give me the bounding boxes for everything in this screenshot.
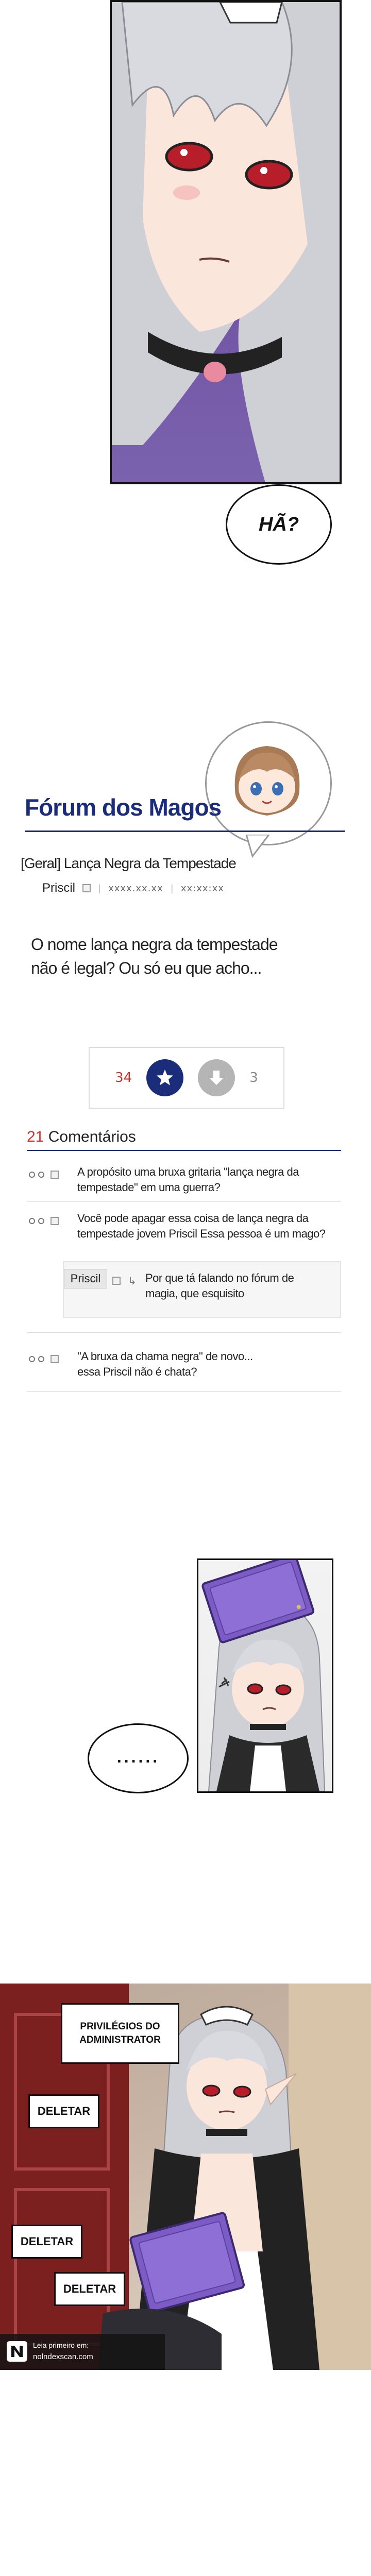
post-meta [42,881,224,895]
forum-title: Fórum dos Magos [25,794,222,821]
forum-divider [25,831,345,832]
user-badge-icon [50,1355,59,1363]
delete-text: DELETAR [20,2235,74,2248]
downvote-button[interactable] [198,1059,235,1096]
chibi-avatar-image [207,723,327,841]
vote-box [89,1047,284,1109]
comments-count: 21 [27,1128,44,1145]
footer-line2[interactable]: nolndexscan.com [33,2352,93,2361]
circle-icon [38,1172,44,1178]
comment-divider [27,1391,341,1392]
reply-author[interactable]: Priscil [64,1269,107,1289]
manga-panel-admin [0,1984,371,2370]
post-date: xxxx.xx.xx [108,883,163,894]
delete-text: DELETAR [63,2282,116,2295]
maid-reading-illustration [0,1984,371,2370]
user-badge-icon [50,1171,59,1179]
speech-bubble-dots [88,1723,189,1793]
maid-with-book-illustration [198,1560,332,1791]
speech-text: ...... [116,1751,160,1766]
circle-icon [38,1218,44,1224]
admin-privileges-text: PRIVILÉGIOS DO ADMINISTRATOR [79,2021,161,2045]
post-author[interactable]: Priscil [42,881,75,895]
post-title[interactable]: [Geral] Lança Negra da Tempestade [21,855,236,871]
comment-icons [29,1171,59,1179]
comment-line: essa Priscil não é chata? [77,1365,197,1378]
admin-privileges-label [61,2003,179,2064]
maid-closeup-illustration [112,2,342,484]
comments-divider [27,1150,341,1151]
reply-line: Por que tá falando no fórum de [145,1272,294,1284]
star-icon [155,1067,175,1088]
user-badge-icon [50,1217,59,1225]
user-badge-icon [82,884,91,892]
post-body-line: não é legal? Ou só eu que acho... [31,959,262,977]
footer-line1: Leia primeiro em: [33,2341,89,2349]
post-time: xx:xx:xx [180,883,224,894]
circle-icon [29,1172,35,1178]
reply-text [145,1270,294,1301]
delete-label [11,2225,82,2259]
speech-text: HÃ? [258,513,299,535]
downvote-count: 3 [249,1070,258,1086]
reply-icons [112,1275,137,1287]
comment-divider [27,1332,341,1333]
comment-text [77,1349,253,1380]
thought-bubble-tail [242,835,273,858]
speech-bubble-han [226,484,332,565]
comment-line: Você pode apagar essa coisa de lança negra da [77,1212,309,1225]
manga-panel-book [197,1558,333,1793]
comment-icons [29,1355,59,1363]
comment-text [77,1164,299,1195]
user-badge-icon [112,1277,121,1285]
upvote-button[interactable] [146,1059,183,1096]
delete-label [28,2094,99,2128]
circle-icon [38,1356,44,1362]
avatar-thought-bubble [205,721,332,845]
post-body [31,933,340,980]
comments-header [27,1128,136,1146]
arrow-down-icon [207,1069,226,1087]
comment-line: "A bruxa da chama negra" de novo... [77,1350,253,1363]
site-logo-icon [6,2341,28,2362]
reply-line: magia, que esquisito [145,1287,244,1300]
delete-text: DELETAR [37,2105,91,2117]
comment-icons [29,1217,59,1225]
meta-separator: | [170,883,174,894]
reply-arrow-icon: ↳ [128,1275,137,1287]
meta-separator: | [98,883,102,894]
upvote-count: 34 [115,1070,132,1086]
comment-line: A propósito uma bruxa gritaria "lança negra da [77,1165,299,1178]
manga-panel-closeup [110,0,342,484]
comment-text [77,1211,326,1242]
circle-icon [29,1356,35,1362]
comments-label: Comentários [48,1128,136,1145]
post-body-line: O nome lança negra da tempestade [31,935,278,954]
circle-icon [29,1218,35,1224]
comment-line: tempestade" em uma guerra? [77,1181,221,1194]
comment-divider [27,1201,341,1202]
delete-label [54,2272,125,2306]
comment-line: tempestade jovem Priscil Essa pessoa é um mago? [77,1227,326,1240]
